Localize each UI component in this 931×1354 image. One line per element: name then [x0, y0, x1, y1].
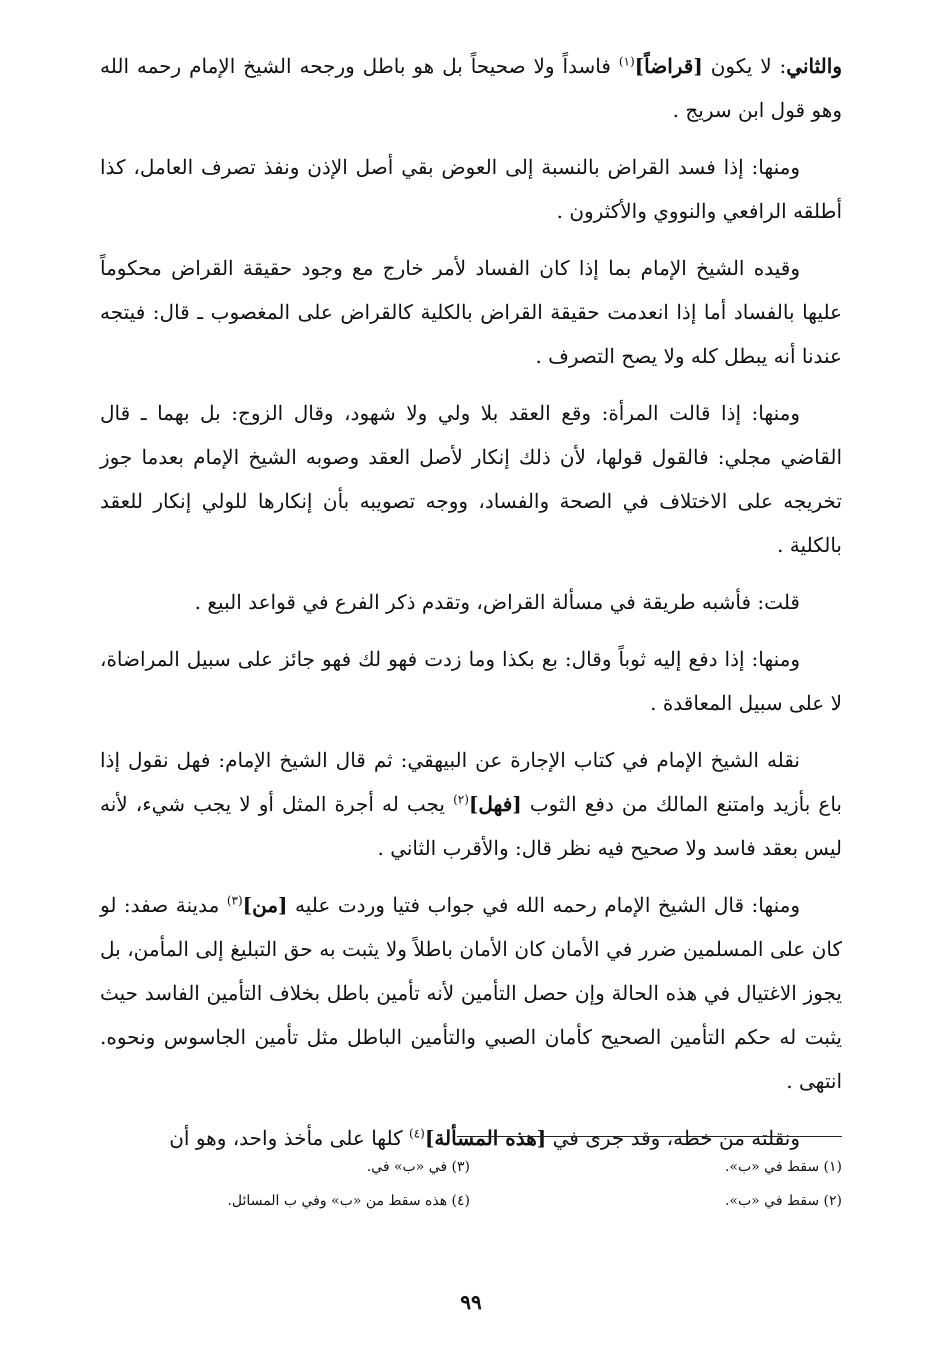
bracketed-insertion: [من]: [242, 893, 288, 917]
footnote-row: [100, 1150, 842, 1184]
bracketed-insertion: [قراضاً]: [634, 54, 703, 78]
bracketed-insertion: [فهل]: [468, 792, 522, 816]
paragraph-text: نقله الشيخ الإمام في كتاب الإجارة عن البيهقي: ثم قال الشيخ الإمام: فهل نقول إذا باع بأزيد وامتنع المالك من دفع الثوب: [100, 748, 842, 816]
paragraph-text: يجب له أجرة المثل أو لا يجب شيء، لأنه ليس بعقد فاسد ولا صحيح فيه نظر قال: والأقرب الثاني .: [100, 792, 842, 860]
footnote-separator: [457, 1136, 842, 1137]
body-text: [100, 44, 842, 1160]
paragraph-text: فاسداً ولا صحيحاً بل هو باطل ورجحه الشيخ الإمام رحمه الله وهو قول ابن سريج .: [100, 54, 842, 122]
bracketed-insertion: [هذه المسألة]: [424, 1126, 547, 1150]
footnote-marker: (٤): [409, 1126, 425, 1141]
paragraph-7: [100, 738, 842, 870]
page-number: ٩٩: [460, 1290, 482, 1314]
footnote-marker: (٣): [226, 893, 243, 908]
paragraph-text: ومنها: قال الشيخ الإمام رحمه الله في جواب فتيا وردت عليه: [287, 893, 800, 917]
paragraph-1: [100, 44, 842, 132]
paragraph-6: ومنها: إذا دفع إليه ثوباً وقال: بع بكذا وما زدت فهو لك فهو جائز على سبيل المراضاة، لا على سبيل المعاقدة .: [100, 647, 842, 715]
paragraph-2: ومنها: إذا فسد القراض بالنسبة إلى العوض بقي أصل الإذن ونفذ تصرف العامل، كذا أطلقه الرافعي والنووي والأكثرون .: [100, 155, 842, 223]
paragraph-8: [100, 883, 842, 1103]
footnote-3: (٣) في «ب» في.: [366, 1159, 470, 1175]
paragraph-5: قلت: فأشبه طريقة في مسألة القراض، وتقدم ذكر الفرع في قواعد البيع .: [194, 590, 800, 614]
paragraph-text: : لا يكون: [702, 54, 787, 78]
footnote-2: (٢) سقط في «ب».: [724, 1193, 842, 1209]
paragraph-4: ومنها: إذا قالت المرأة: وقع العقد بلا ولي ولا شهود، وقال الزوج: بل بهما ـ قال القاضي مجلي: فالقول قولها، لأن ذلك إنكار لأصل العقد وصوبه الشيخ الإمام بعدما جوز تخريجه على الاختلاف في الصحة والفساد، ووجه تصويبه بأن إنكارها للولي إنكار للعقد بالكلية .: [100, 401, 842, 557]
paragraph-lead: والثاني: [786, 54, 842, 78]
footnote-4: (٤) هذه سقط من «ب» وفي ب المسائل.: [227, 1193, 470, 1209]
footnote-1: (١) سقط في «ب».: [724, 1159, 842, 1175]
footnotes: [100, 1150, 842, 1218]
paragraph-3: وقيده الشيخ الإمام بما إذا كان الفساد لأمر خارج مع وجود حقيقة القراض محكوماً عليها بالفساد أما إذا انعدمت حقيقة القراض بالكلية كالقراض على المغصوب ـ قال: فيتجه عندنا أنه يبطل كله ولا يصح التصرف .: [100, 256, 842, 368]
footnote-marker: (٢): [453, 792, 469, 807]
footnote-row: [100, 1184, 842, 1218]
document-page: [100, 44, 842, 1334]
footnote-marker: (١): [618, 54, 635, 69]
paragraph-text: كلها على مأخذ واحد، وهو أن: [169, 1126, 410, 1150]
paragraph-text: ونقلته من خطه، وقد جرى في: [546, 1126, 800, 1150]
paragraph-text: مدينة صفد: لو كان على المسلمين ضرر في الأمان كان الأمان باطلاً ولا يثبت به حق التبليغ إلى المأمن، بل يجوز الاغتيال في هذه الحالة وإن حصل التأمين لأنه تأمين باطل بخلاف التأمين الفاسد حيث يثبت له حكم التأمين الصحيح كأمان الصبي والتأمين الباطل مثل تأمين الجاسوس ونحوه. انتهى .: [100, 893, 842, 1093]
